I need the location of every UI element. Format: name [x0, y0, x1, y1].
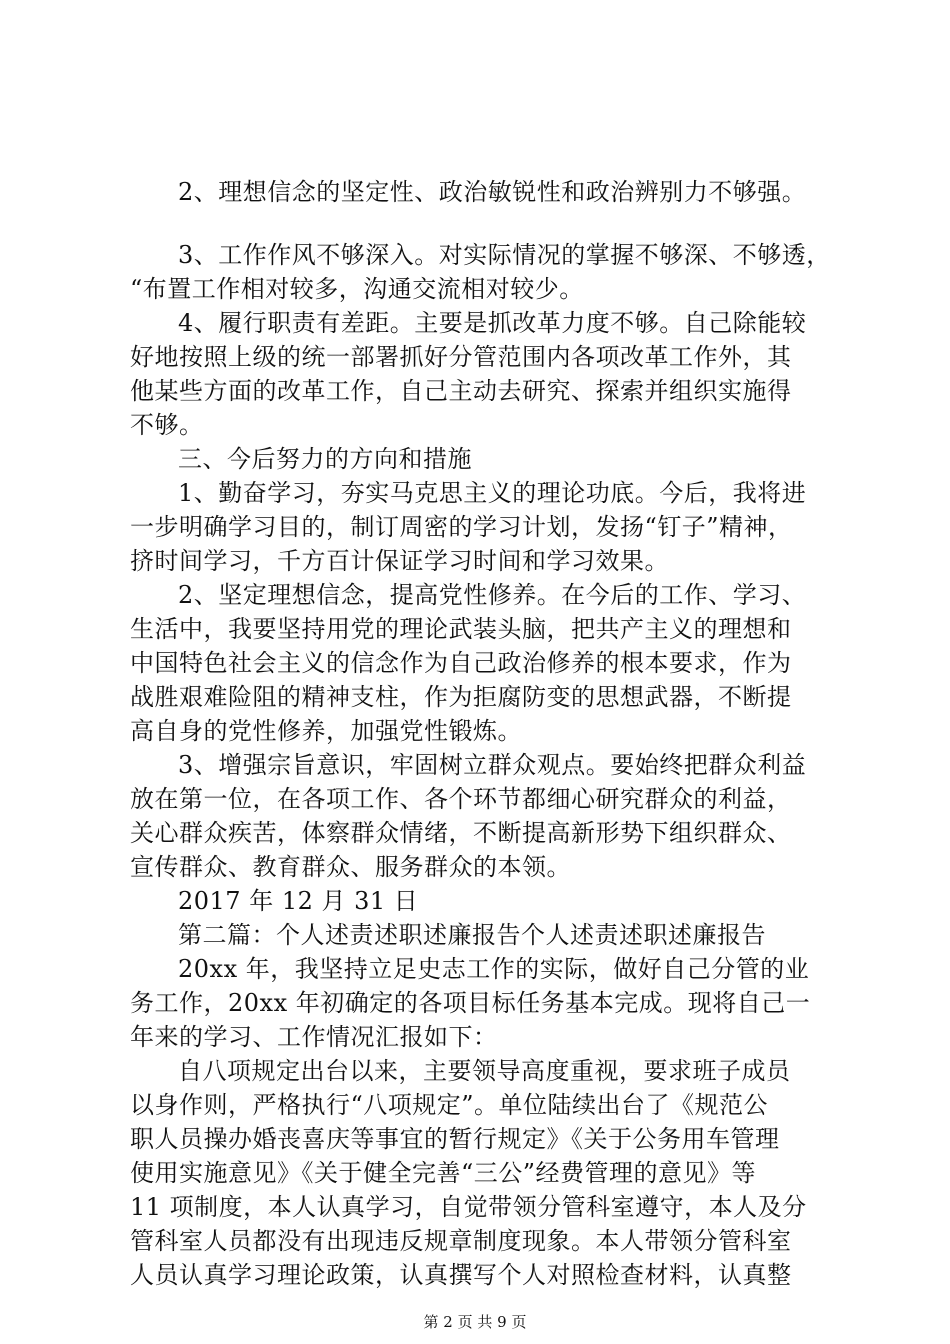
text-line: 放在第一位，在各项工作、各个环节都细心研究群众的利益，	[130, 785, 792, 813]
text-line: 年来的学习、工作情况汇报如下：	[130, 1023, 498, 1051]
text-line: 职人员操办婚丧喜庆等事宜的暂行规定》《关于公务用车管理	[130, 1125, 780, 1153]
date-line: 2017 年 12 月 31 日	[178, 887, 419, 915]
text-line: 使用实施意见》《关于健全完善“三公”经费管理的意见》等	[130, 1159, 757, 1187]
text-line: 3、增强宗旨意识，牢固树立群众观点。要始终把群众利益	[178, 751, 807, 779]
page-footer: 第 2 页 共 9 页	[423, 1313, 527, 1331]
text-line: 管科室人员都没有出现违反规章制度现象。本人带领分管科室	[130, 1227, 792, 1255]
text-line: 自八项规定出台以来，主要领导高度重视，要求班子成员	[178, 1057, 791, 1085]
text-line: 关心群众疾苦，体察群众情绪，不断提高新形势下组织群众、	[130, 819, 792, 847]
section-heading: 三、今后努力的方向和措施	[178, 445, 472, 473]
text-line: 3、工作作风不够深入。对实际情况的掌握不够深、不够透，	[178, 241, 831, 269]
text-line: 一步明确学习目的，制订周密的学习计划，发扬“钉子”精神，	[130, 513, 793, 541]
text-line: 1、勤奋学习，夯实马克思主义的理论功底。今后，我将进	[178, 479, 807, 507]
text-line: 2、坚定理想信念，提高党性修养。在今后的工作、学习、	[178, 581, 807, 609]
text-line: 他某些方面的改革工作，自己主动去研究、探索并组织实施得	[130, 377, 792, 405]
text-line: “布置工作相对较多，沟通交流相对较少。	[130, 275, 584, 303]
text-line: 高自身的党性修养，加强党性锻炼。	[130, 717, 522, 745]
section-heading: 第二篇：个人述责述职述廉报告个人述责述职述廉报告	[178, 921, 766, 949]
text-line: 挤时间学习，千方百计保证学习时间和学习效果。	[130, 547, 669, 575]
text-line: 2、理想信念的坚定性、政治敏锐性和政治辨别力不够强。	[178, 178, 807, 206]
text-line: 11 项制度，本人认真学习，自觉带领分管科室遵守，本人及分	[130, 1193, 807, 1221]
text-line: 宣传群众、教育群众、服务群众的本领。	[130, 853, 571, 881]
text-line: 务工作，20xx 年初确定的各项目标任务基本完成。现将自己一	[130, 989, 811, 1017]
text-line: 20xx 年，我坚持立足史志工作的实际，做好自己分管的业	[178, 955, 810, 983]
text-line: 4、履行职责有差距。主要是抓改革力度不够。自己除能较	[178, 309, 807, 337]
text-line: 生活中，我要坚持用党的理论武装头脑，把共产主义的理想和	[130, 615, 792, 643]
text-line: 以身作则，严格执行“八项规定”。单位陆续出台了《规范公	[130, 1091, 769, 1119]
text-line: 不够。	[130, 411, 204, 439]
text-line: 中国特色社会主义的信念作为自己政治修养的根本要求，作为	[130, 649, 792, 677]
text-line: 好地按照上级的统一部署抓好分管范围内各项改革工作外，其	[130, 343, 792, 371]
text-line: 战胜艰难险阻的精神支柱，作为拒腐防变的思想武器，不断提	[130, 683, 792, 711]
text-line: 人员认真学习理论政策，认真撰写个人对照检查材料，认真整	[130, 1261, 792, 1289]
